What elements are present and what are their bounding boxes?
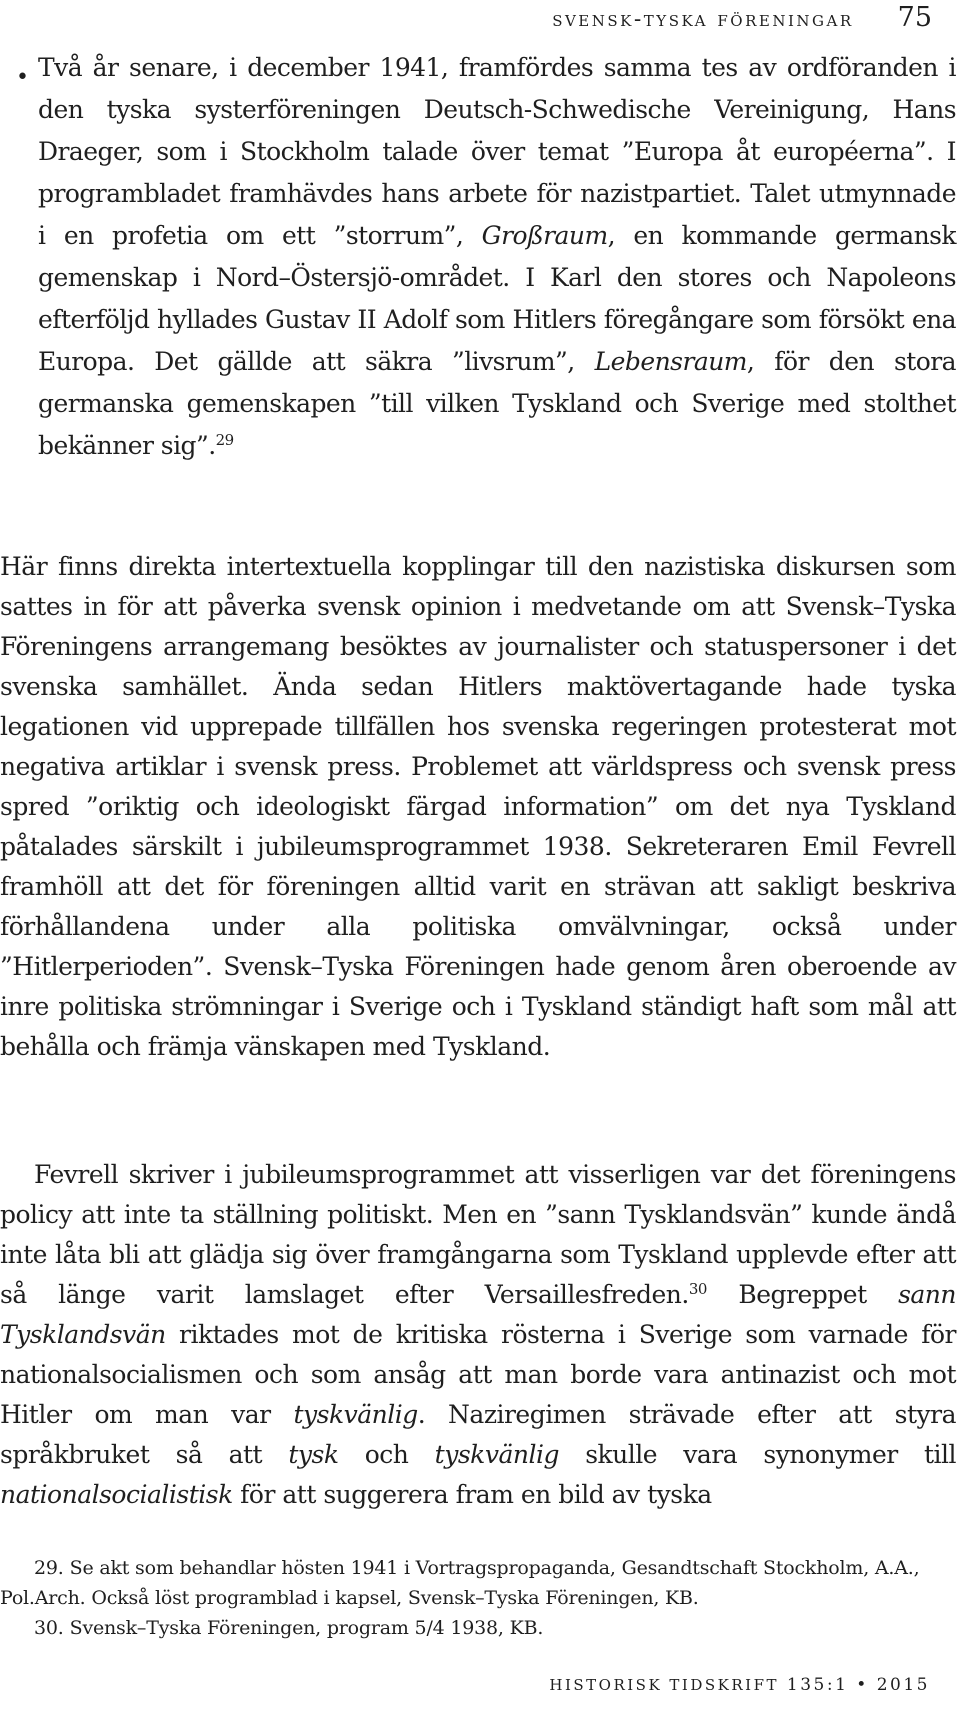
footnote-text: Se akt som behandlar hösten 1941 i Vortragspropaganda, Gesandtschaft Stockholm, A.A., Pol.Arch. Också löst programblad i kapsel, Svensk–Tyska Föreningen, KB. [0, 1557, 920, 1609]
bullet-text-part: Två år senare, i december 1941, framfördes samma tes av ordföranden i den tyska systerföreningen Deutsch-Schwedische Vereinigung, Hans Draeger, som i Stockholm talade över temat ”Europa åt européerna”. I programbladet framhävdes hans arbete för nazistpartiet. Talet utmynnade i en profetia om ett ”storrum”, [38, 53, 956, 250]
bullet-text [38, 47, 956, 467]
footnote-text: Svensk–Tyska Föreningen, program 5/4 1938, KB. [69, 1617, 544, 1639]
para-text-part: och [338, 1440, 435, 1469]
para-text-part: skulle vara synonymer till [558, 1440, 956, 1469]
bullet-emphasis: Großraum [481, 221, 608, 250]
footnote-number: 29. [34, 1557, 64, 1579]
page-number: 75 [897, 2, 932, 33]
para-text-part: för att suggerera fram en bild av tyska [232, 1480, 712, 1509]
footnotes [0, 1553, 956, 1643]
para-text-part: Begreppet [706, 1280, 899, 1309]
bullet-text-part: , en kommande germansk gemenskap i Nord–Östersjö-området. I Karl den stores och Napoleons efterföljd hyllades Gustav II Adolf som Hitlers föregångare som försökt ena Europa. Det gällde att säkra ”livsrum”, [38, 221, 956, 376]
footnote-30 [0, 1613, 956, 1643]
journal-issue: 135:1 • 2015 [786, 1675, 930, 1695]
footnote-ref-30[interactable]: 30 [688, 1280, 707, 1298]
running-head [0, 2, 932, 42]
bullet-paragraph [6, 47, 956, 467]
para-emphasis: nationalsocialistisk [0, 1480, 233, 1509]
bullet-dot-icon: • [16, 65, 29, 90]
para-emphasis: sann Tysklandsvän [0, 1280, 956, 1349]
footnote-number: 30. [34, 1617, 64, 1639]
para-text-part: Fevrell skriver i jubileumsprogrammet att visserligen var det föreningens policy att inte ta ställning politiskt. Men en ”sann Tysklandsvän” kunde ändå inte låta bli att glädja sig över framgångarna som Tyskland upplevde efter att så länge varit lamslaget efter Versaillesfreden. [0, 1160, 956, 1309]
running-foot [549, 1675, 930, 1695]
footnote-ref-29[interactable]: 29 [215, 431, 234, 449]
bullet-emphasis: Lebensraum [594, 347, 747, 376]
bullet-text-part: , för den stora germanska gemenskapen ”till vilken Tyskland och Sverige med stolthet bekänner sig”. [38, 347, 956, 460]
body-paragraph-2 [0, 1155, 956, 1515]
running-title: svensk-tyska föreningar [552, 7, 854, 32]
para-text-part: riktades mot de kritiska rösterna i Sverige som varnade för nationalsocialismen och som ansåg att man borde vara antinazist och mot Hitler om man var [0, 1320, 956, 1429]
body-paragraph-1: Här finns direkta intertextuella kopplingar till den nazistiska diskursen som sattes in för att påverka svensk opinion i medvetande om att Svensk–Tyska Föreningens arrangemang besöktes av journalister och statuspersoner i det svenska samhället. Ända sedan Hitlers maktövertagande hade tyska legationen vid upprepade tillfällen hos svenska regeringen protesterat mot negativa artiklar i svensk press. Problemet att världspress och svensk press spred ”oriktig och ideologiskt färgad information” om det nya Tyskland påtalades särskilt i jubileumsprogrammet 1938. Sekreteraren Emil Fevrell framhöll att det för föreningen alltid varit en strävan att sakligt beskriva förhållandena under alla politiska omvälvningar, också under ”Hitlerperioden”. Svensk–Tyska Föreningen hade genom åren oberoende av inre politiska strömningar i Sverige och i Tyskland ständigt haft som mål att behålla och främja vänskapen med Tyskland. [0, 552, 956, 1061]
para-text-part: . Naziregimen strävade efter att styra språkbruket så att [0, 1400, 956, 1469]
para-emphasis: tyskvänlig [293, 1400, 418, 1429]
para-emphasis: tyskvänlig [434, 1440, 559, 1469]
para-emphasis: tysk [288, 1440, 339, 1469]
journal-name: HISTORISK TIDSKRIFT [549, 1676, 779, 1694]
footnote-29 [0, 1553, 956, 1613]
